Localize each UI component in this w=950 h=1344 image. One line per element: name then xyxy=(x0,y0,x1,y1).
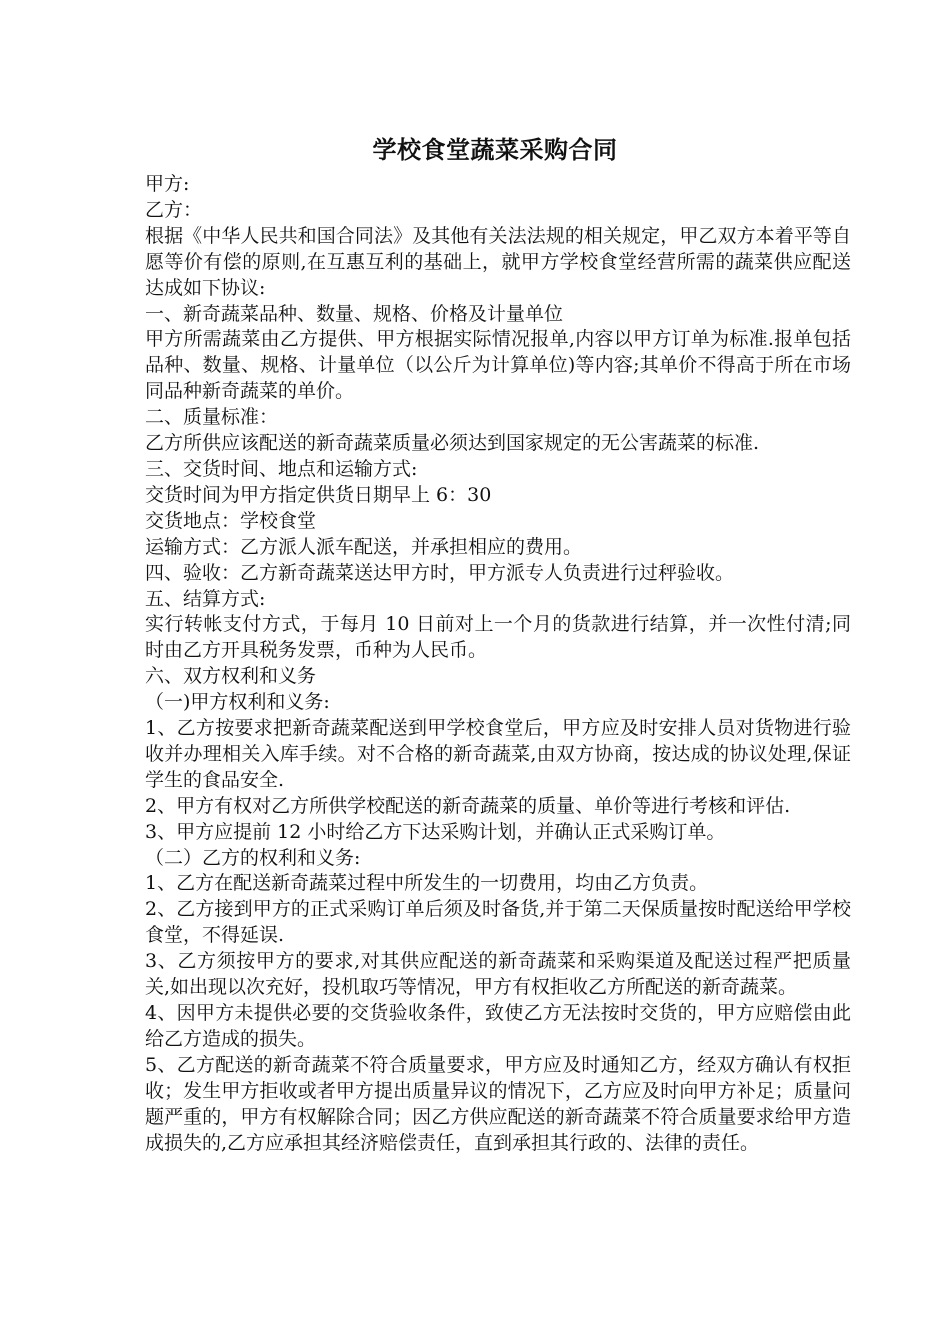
list-item: 1、乙方在配送新奇蔬菜过程中所发生的一切费用，均由乙方负责。 xyxy=(145,872,709,895)
list-item: 3、乙方须按甲方的要求,对其供应配送的新奇蔬菜和采购渠道及配送过程严把质量关,如出现以次充好，投机取巧等情况，甲方有权拒收乙方所配送的新奇蔬菜。 xyxy=(145,950,851,999)
paragraph: 交货地点：学校食堂 xyxy=(145,509,317,532)
paragraph: 乙方所供应该配送的新奇蔬菜质量必须达到国家规定的无公害蔬菜的标准. xyxy=(145,432,760,455)
section-heading-3: 三、交货时间、地点和运输方式: xyxy=(145,457,418,480)
paragraph: 运输方式：乙方派人派车配送，并承担相应的费用。 xyxy=(145,535,583,558)
section-heading-4: 四、验收：乙方新奇蔬菜送达甲方时，甲方派专人负责进行过秤验收。 xyxy=(145,561,735,584)
section-heading-6: 六、双方权利和义务 xyxy=(145,665,317,688)
party-b-line: 乙方： xyxy=(145,198,203,221)
list-item: 1、乙方按要求把新奇蔬菜配送到甲学校食堂后，甲方应及时安排人员对货物进行验收并办理相关入库手续。对不合格的新奇蔬菜,由双方协商，按达成的协议处理,保证学生的食品安全. xyxy=(145,717,851,791)
paragraph: 交货时间为甲方指定供货日期早上 6：30 xyxy=(145,483,492,506)
list-item: 3、甲方应提前 12 小时给乙方下达采购计划，并确认正式采购订单。 xyxy=(145,820,726,843)
paragraph: 实行转帐支付方式，于每月 10 日前对上一个月的货款进行结算，并一次性付清;同时由乙方开具税务发票，币种为人民币。 xyxy=(145,613,851,662)
list-item: 4、因甲方未提供必要的交货验收条件，致使乙方无法按时交货的，甲方应赔偿由此给乙方造成的损失。 xyxy=(145,1002,851,1050)
list-item: 2、乙方接到甲方的正式采购订单后须及时备货,并于第二天保质量按时配送给甲学校食堂，不得延误. xyxy=(145,898,851,947)
section-heading-1: 一、新奇蔬菜品种、数量、规格、价格及计量单位 xyxy=(145,302,564,325)
paragraph: 甲方所需蔬菜由乙方提供、甲方根据实际情况报单,内容以甲方订单为标准.报单包括品种、数量、规格、计量单位（以公斤为计算单位)等内容;其单价不得高于所在市场同品种新奇蔬菜的单价。 xyxy=(145,328,851,403)
preamble-paragraph: 根据《中华人民共和国合同法》及其他有关法法规的相关规定，甲乙双方本着平等自愿等价有偿的原则,在互惠互利的基础上，就甲方学校食堂经营所需的蔬菜供应配送达成如下协议: xyxy=(145,224,851,299)
section-heading-2: 二、质量标准： xyxy=(145,406,279,429)
section-heading-5: 五、结算方式: xyxy=(145,587,266,610)
list-item: 5、乙方配送的新奇蔬菜不符合质量要求，甲方应及时通知乙方，经双方确认有权拒收；发生甲方拒收或者甲方提出质量异议的情况下，乙方应及时向甲方补足；质量问题严重的，甲方有权解除合同；因乙方供应配送的新奇蔬菜不符合质量要求给甲方造成损失的,乙方应承担其经济赔偿责任，直到承担其行政的、法律的责任。 xyxy=(145,1053,851,1154)
list-item: 2、甲方有权对乙方所供学校配送的新奇蔬菜的质量、单价等进行考核和评估. xyxy=(145,794,791,817)
subsection-heading-1: （一)甲方权利和义务: xyxy=(145,691,330,714)
party-a-line: 甲方: xyxy=(145,173,190,195)
document-body xyxy=(145,172,851,1156)
subsection-heading-2: （二）乙方的权利和义务: xyxy=(145,846,361,869)
document-title: 学校食堂蔬菜采购合同 xyxy=(372,135,618,164)
